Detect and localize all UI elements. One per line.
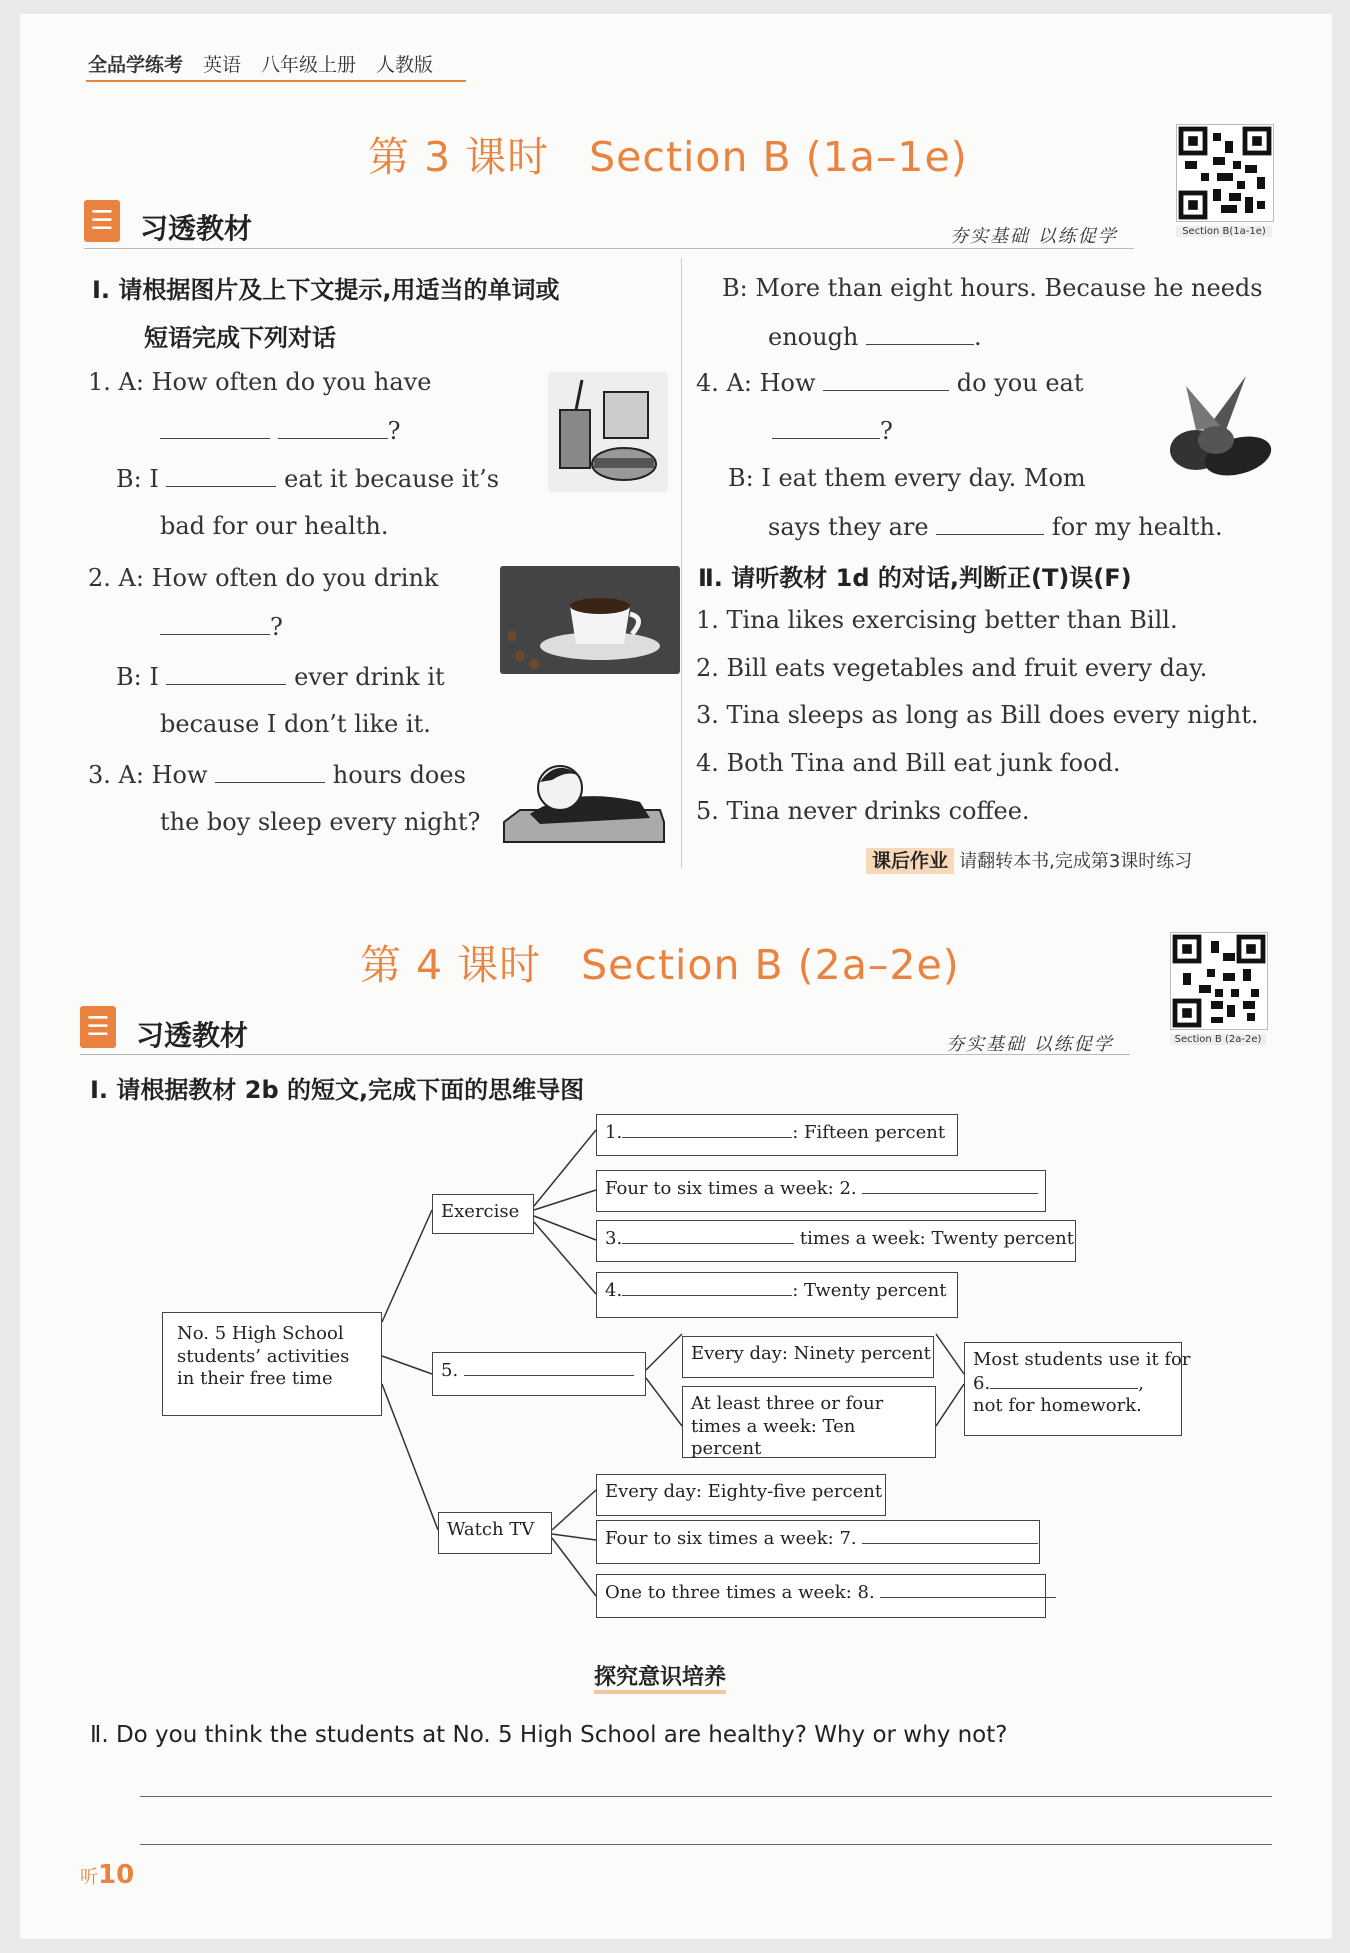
answer-blank[interactable] <box>464 1359 634 1376</box>
l4-part1-heading: Ⅰ. 请根据教材 2b 的短文,完成下面的思维导图 <box>90 1076 585 1104</box>
lesson4-section-title: 习透教材 <box>136 1019 249 1052</box>
homework-text: 请翻转本书,完成第3课时练习 <box>959 851 1193 872</box>
answer-line[interactable] <box>140 1796 1272 1797</box>
mindmap-mid-note: Most students use it for 6. , not for homework. <box>964 1342 1182 1436</box>
l3-part1-heading-b: 短语完成下列对话 <box>144 324 336 352</box>
mindmap-ex-4: 4. : Twenty percent <box>596 1272 958 1318</box>
lesson3-section-motto: 夯实基础 以练促学 <box>950 226 1118 247</box>
l3-q3-b-line2: enough . <box>768 323 982 351</box>
l3-q4-a-line2: ? <box>772 416 893 445</box>
lesson4-section-motto: 夯实基础 以练促学 <box>946 1034 1114 1055</box>
textbook-section-icon: ☰ <box>84 200 120 242</box>
lesson4-title-cn: 第 4 课时 <box>360 941 542 989</box>
l3-q1-a-line2: ? <box>160 416 401 445</box>
mindmap-mid-1: Every day: Ninety percent <box>682 1336 934 1378</box>
lesson4-title-en: Section B (2a–2e) <box>581 941 960 989</box>
l3-q4-b-line2: says they are for my health. <box>768 513 1223 541</box>
mindmap-root: No. 5 High School students’ activities in their free time <box>162 1312 382 1416</box>
l3-part1-heading-a: Ⅰ. 请根据图片及上下文提示,用适当的单词或 <box>92 276 560 304</box>
answer-blank[interactable] <box>990 1372 1138 1389</box>
answer-blank[interactable] <box>622 1121 792 1138</box>
answer-line[interactable] <box>140 1844 1272 1845</box>
page-number-value: 10 <box>98 1860 135 1890</box>
answer-blank[interactable] <box>622 1279 792 1296</box>
l3-tf-item-3: 3. Tina sleeps as long as Bill does every night. <box>696 701 1259 729</box>
mindmap-mid-2: At least three or four times a week: Ten percent <box>682 1386 936 1458</box>
mindmap-ex-1: 1. : Fifteen percent <box>596 1114 958 1156</box>
page-number-prefix: 听 <box>80 1867 98 1888</box>
mindmap-tv-1: Every day: Eighty-five percent <box>596 1474 886 1516</box>
l3-q4-b-line1: B: I eat them every day. Mom <box>728 464 1086 492</box>
answer-blank[interactable] <box>862 1177 1038 1194</box>
header-brand: 全品学练考 <box>88 54 184 76</box>
textbook-section-icon: ☰ <box>80 1006 116 1048</box>
lesson4-qr-caption: Section B (2a-2e) <box>1170 1034 1266 1045</box>
header-grade: 八年级上册 <box>261 54 357 76</box>
l3-q3-b-line1: B: More than eight hours. Because he needs <box>722 274 1263 302</box>
l3-tf-item-4: 4. Both Tina and Bill eat junk food. <box>696 749 1121 777</box>
l4-part2-question: Ⅱ. Do you think the students at No. 5 High School are healthy? Why or why not? <box>90 1722 1008 1748</box>
homework-tag: 课后作业 <box>866 848 954 874</box>
l3-tf-item-1: 1. Tina likes exercising better than Bill. <box>696 606 1178 634</box>
lesson3-section-title: 习透教材 <box>140 212 253 245</box>
mindmap-watch-tv: Watch TV <box>438 1512 552 1554</box>
l3-tf-item-2: 2. Bill eats vegetables and fruit every day. <box>696 654 1208 682</box>
header-subject: 英语 <box>203 54 242 76</box>
mindmap-ex-2: Four to six times a week: 2. <box>596 1170 1046 1212</box>
l3-tf-item-5: 5. Tina never drinks coffee. <box>696 797 1030 825</box>
mindmap-exercise: Exercise <box>432 1194 534 1234</box>
page-number <box>80 1860 134 1890</box>
mindmap-tv-3: One to three times a week: 8. <box>596 1574 1046 1618</box>
l3-q3-a-line1: 3. A: How hours does <box>88 761 466 789</box>
answer-blank[interactable] <box>862 1527 1038 1544</box>
lesson3-title-cn: 第 3 课时 <box>368 133 550 181</box>
l3-q2-a-line2: ? <box>160 612 283 641</box>
lesson3-qr-caption: Section B(1a-1e) <box>1176 226 1272 237</box>
header-edition: 人教版 <box>376 54 434 76</box>
l3-part2-heading: Ⅱ. 请听教材 1d 的对话,判断正(T)误(F) <box>698 564 1132 592</box>
l3-q2-b-line1: B: I ever drink it <box>116 663 445 691</box>
l3-q1-a-line1: 1. A: How often do you have <box>88 368 432 396</box>
lesson3-title-en: Section B (1a–1e) <box>589 133 968 181</box>
mindmap-tv-2: Four to six times a week: 7. <box>596 1520 1040 1564</box>
l3-q3-a-line2: the boy sleep every night? <box>160 808 481 836</box>
mindmap-ex-3: 3. times a week: Twenty percent <box>596 1220 1076 1262</box>
l3-q4-a-line1: 4. A: How do you eat <box>696 369 1084 397</box>
answer-blank[interactable] <box>622 1227 794 1244</box>
l3-q1-b-line2: bad for our health. <box>160 512 389 540</box>
l3-q2-a-line1: 2. A: How often do you drink <box>88 564 439 592</box>
mindmap-branch-5: 5. <box>432 1352 646 1396</box>
l3-q1-b-line1: B: I eat it because it’s <box>116 465 500 493</box>
answer-blank[interactable] <box>880 1581 1056 1598</box>
inquiry-title: 探究意识培养 <box>594 1660 726 1691</box>
l3-q2-b-line2: because I don’t like it. <box>160 710 431 738</box>
